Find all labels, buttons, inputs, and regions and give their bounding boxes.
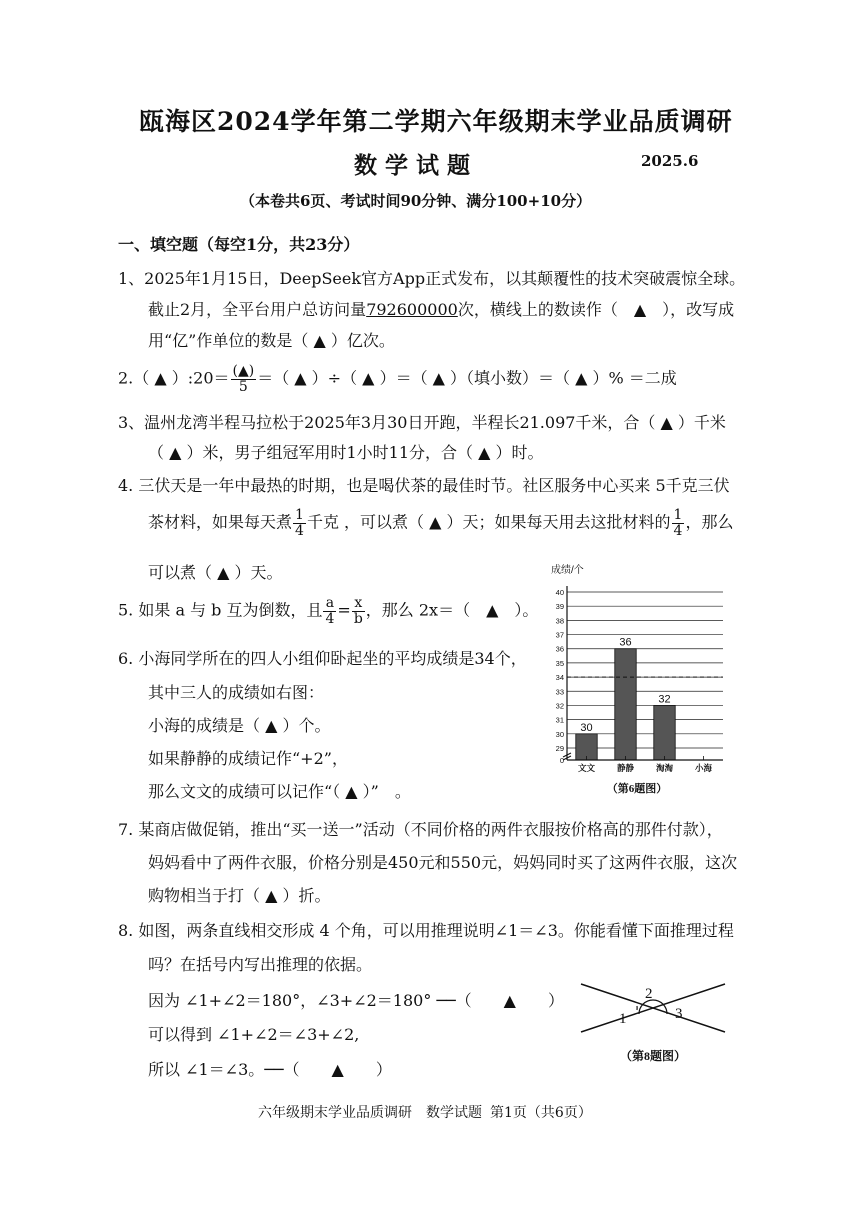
chart-bar	[615, 649, 636, 760]
footer-page: 第1页（共6页）	[490, 1105, 592, 1121]
q2-fraction	[231, 364, 257, 394]
angle-label-3: 3	[675, 1006, 683, 1022]
exam-info: （本卷共6页、考试时间90分钟、满分100+10分）	[240, 192, 592, 210]
q5-fraction-2	[352, 596, 365, 626]
chart-value-label: 30	[580, 721, 593, 734]
chart-value-label: 36	[619, 636, 632, 649]
q4-fraction-1-num: 1	[295, 507, 304, 523]
chart-category-label: 小海	[694, 763, 713, 773]
q6-line2: 其中三人的成绩如右图：	[148, 683, 325, 702]
q6-bar-chart	[545, 560, 730, 800]
q6-line1: 6. 小海同学所在的四人小组仰卧起坐的平均成绩是34个，	[118, 649, 527, 668]
q4-line2	[148, 508, 733, 538]
q2-fraction-den: 5	[238, 378, 248, 395]
q5-equals: =	[337, 600, 351, 620]
q4-line2-a: 茶材料，如果每天煮	[148, 512, 293, 532]
q4-fraction-2-num: 1	[673, 507, 683, 523]
q4-fraction-2-den: 4	[673, 522, 683, 539]
q4-line1: 4. 三伏天是一年中最热的时期，也是喝伏茶的最佳时节。社区服务中心买来 5千克三伏	[118, 476, 730, 495]
q4-fraction-1	[293, 508, 306, 538]
q2-line	[118, 364, 677, 394]
q4-line2-c: ，那么	[685, 512, 734, 532]
chart-caption: （第6题图）	[606, 783, 668, 795]
chart-y-tick-label: 40	[555, 588, 564, 597]
q4-fraction-1-den: 4	[295, 522, 304, 539]
page-title: 瓯海区2024学年第二学期六年级期末学业品质调研	[139, 107, 733, 136]
q3-line2: （ ▲ ）米，男子组冠军用时1小时11分，合（ ▲ ）时。	[148, 443, 544, 462]
chart-y-tick-label: 31	[555, 715, 564, 725]
q1-line1: 1、2025年1月15日，DeepSeek官方App正式发布，以其颠覆性的技术突破震惊全球。	[118, 269, 746, 288]
q5-part-a: 5. 如果 a 与 b 互为倒数，且	[118, 600, 323, 620]
q5-fraction-2-den: b	[353, 610, 363, 627]
angle-label-1: 1	[619, 1011, 627, 1027]
q5-fraction-1	[323, 596, 336, 626]
figure8-caption: （第8题图）	[619, 1049, 687, 1063]
q2-fraction-num: (▲)	[232, 363, 255, 379]
chart-y-tick-label: 38	[555, 616, 564, 626]
q2-part-a: 2.（ ▲ ）:20＝	[118, 368, 230, 388]
q5-line	[118, 596, 538, 626]
q8-line5: 所以 ∠1＝∠3。──（ ▲ ）	[148, 1060, 392, 1079]
chart-y-tick-label: 33	[555, 687, 564, 697]
chart-bar	[654, 705, 675, 760]
q5-part-b: ，那么 2x＝（ ▲ ）。	[365, 600, 539, 620]
chart-y-ticks	[556, 588, 564, 765]
chart-y-tick-label: 32	[555, 701, 564, 711]
q5-fraction-1-num: a	[323, 596, 336, 612]
q7-line1: 7. 某商店做促销，推出“买一送一”活动（不同价格的两件衣服按价格高的那件付款），	[118, 820, 723, 839]
q8-line2: 吗？在括号内写出推理的依据。	[148, 955, 373, 974]
q4-line3: 可以煮（ ▲ ）天。	[148, 563, 283, 582]
chart-category-label: 静静	[616, 763, 635, 773]
page-subtitle: 数学试题	[354, 152, 478, 179]
chart-y-tick-label: 39	[555, 602, 564, 612]
chart-category-label: 文文	[577, 763, 596, 773]
chart-y-tick-label: 35	[555, 658, 564, 668]
q1-line2-a: 截止2月，全平台用户总访问量	[148, 300, 367, 319]
chart-categories	[578, 756, 713, 773]
q8-line4: 可以得到 ∠1+∠2＝∠3+∠2,	[148, 1025, 360, 1044]
q1-number: 792600000	[366, 300, 458, 319]
chart-y-tick-label: 34	[555, 673, 564, 683]
q7-line3: 购物相当于打（ ▲ ）折。	[148, 886, 331, 905]
q2-part-b: ＝（ ▲ ）÷（ ▲ ）＝（ ▲ ）（填小数）＝（ ▲ ）% ＝二成	[257, 368, 677, 388]
q4-fraction-2	[672, 508, 685, 538]
q4-line2-b: 千克 ，可以煮（ ▲ ）天；如果每天用去这批材料的	[306, 512, 671, 532]
chart-y-tick-label: 0	[559, 756, 564, 765]
q3-line1: 3、温州龙湾半程马拉松于2025年3月30日开跑，半程长21.097千米，合（ ▲ ）千米	[118, 413, 726, 432]
q5-fraction-2-num: x	[352, 596, 365, 612]
q7-line2: 妈妈看中了两件衣服，价格分别是450元和550元，妈妈同时买了这两件衣服，这次	[148, 853, 738, 872]
chart-y-tick-label: 36	[555, 644, 564, 654]
q1-line2	[148, 297, 734, 320]
chart-ylabel: 成绩/个	[551, 565, 584, 576]
chart-value-label: 32	[658, 693, 671, 706]
q1-line3: 用“亿”作单位的数是（ ▲ ）亿次。	[148, 331, 395, 350]
chart-y-tick-label: 37	[555, 630, 564, 640]
chart-y-tick-label: 30	[555, 729, 564, 739]
section-heading: 一、填空题（每空1分，共23分）	[118, 235, 360, 254]
q8-angle-figure	[575, 980, 735, 1070]
exam-date: 2025.6	[641, 152, 699, 170]
q8-line3: 因为 ∠1+∠2＝180°，∠3+∠2＝180° ──（ ▲ ）	[148, 991, 564, 1010]
footer-title: 六年级期末学业品质调研 数学试题	[258, 1105, 482, 1121]
chart-category-label: 淘淘	[655, 763, 674, 773]
q6-line3: 小海的成绩是（ ▲ ）个。	[148, 716, 331, 735]
angle-label-2: 2	[645, 986, 653, 1002]
q8-line1: 8. 如图，两条直线相交形成 4 个角，可以用推理说明∠1＝∠3。你能看懂下面推理过程	[118, 921, 734, 940]
chart-y-tick-label: 29	[555, 744, 564, 753]
q6-line4: 如果静静的成绩记作“+2”，	[148, 749, 348, 768]
q5-fraction-1-den: 4	[325, 610, 335, 627]
q6-line5: 那么文文的成绩可以记作“（ ▲ ）” 。	[148, 782, 411, 801]
q1-line2-c: 次，横线上的数读作（ ▲ ），改写成	[457, 300, 735, 319]
